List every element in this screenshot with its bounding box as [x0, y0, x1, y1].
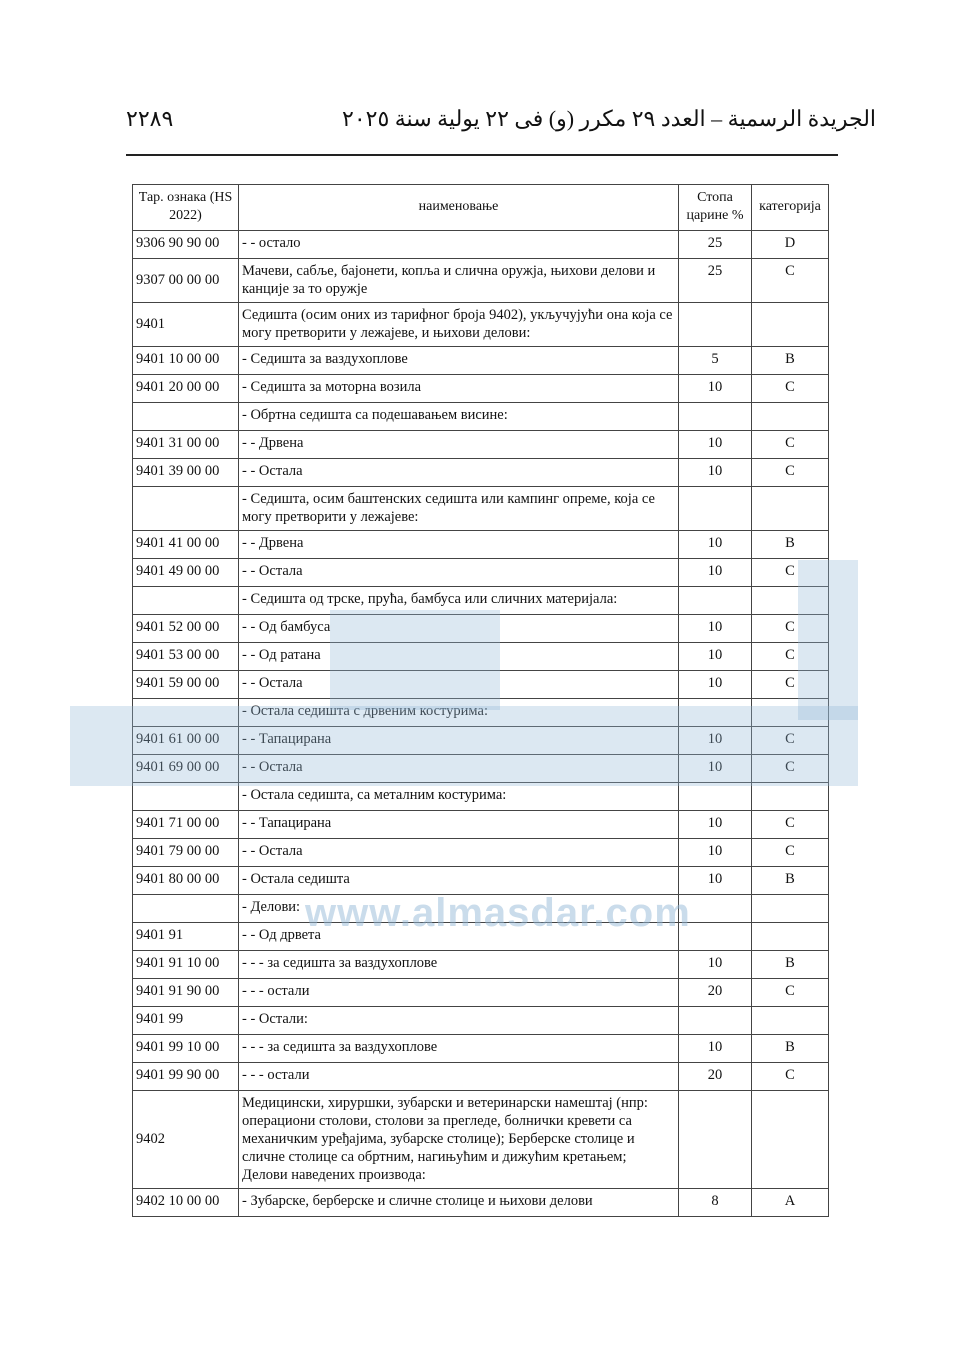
category-cell: C — [752, 643, 829, 671]
column-header-rate: Стопа царине % — [679, 185, 752, 231]
table-row — [133, 303, 829, 347]
description-cell: - - - остали — [239, 1063, 679, 1091]
description-cell: - - Тапацирана — [239, 727, 679, 755]
table-row — [133, 923, 829, 951]
rate-cell: 10 — [679, 643, 752, 671]
code-cell — [133, 587, 239, 615]
description-cell: - - Остала — [239, 839, 679, 867]
category-cell: B — [752, 1035, 829, 1063]
category-cell: C — [752, 979, 829, 1007]
table-row — [133, 587, 829, 615]
table-row — [133, 1189, 829, 1217]
description-cell: Мачеви, сабље, бајонети, копља и слична оружја, њихови делови и канције за то оружје — [239, 259, 679, 303]
description-cell: - Остала седишта, са металним костурима: — [239, 783, 679, 811]
code-cell: 9401 41 00 00 — [133, 531, 239, 559]
rate-cell: 25 — [679, 231, 752, 259]
category-cell: C — [752, 1063, 829, 1091]
description-cell: - - Остала — [239, 671, 679, 699]
table-header-row — [133, 185, 829, 231]
description-cell: - - Дрвена — [239, 531, 679, 559]
table-row — [133, 671, 829, 699]
code-cell: 9401 53 00 00 — [133, 643, 239, 671]
category-cell: C — [752, 811, 829, 839]
category-cell — [752, 1007, 829, 1035]
table-row — [133, 839, 829, 867]
table-row — [133, 699, 829, 727]
rate-cell: 5 — [679, 347, 752, 375]
category-cell: A — [752, 1189, 829, 1217]
rate-cell: 10 — [679, 867, 752, 895]
table-row — [133, 1063, 829, 1091]
code-cell: 9402 — [133, 1091, 239, 1189]
category-cell: D — [752, 231, 829, 259]
table-row — [133, 895, 829, 923]
table-body — [133, 231, 829, 1217]
table-row — [133, 755, 829, 783]
category-cell — [752, 895, 829, 923]
code-cell: 9401 52 00 00 — [133, 615, 239, 643]
category-cell: C — [752, 459, 829, 487]
code-cell — [133, 895, 239, 923]
category-cell — [752, 487, 829, 531]
code-cell: 9401 20 00 00 — [133, 375, 239, 403]
table-row — [133, 403, 829, 431]
description-cell: - - Остала — [239, 755, 679, 783]
description-cell: - Седишта, осим баштенских седишта или кампинг опреме, која се могу претворити у лежајеве: — [239, 487, 679, 531]
code-cell: 9401 99 10 00 — [133, 1035, 239, 1063]
description-cell: - - Остала — [239, 559, 679, 587]
description-cell: - - - за седишта за ваздухоплове — [239, 951, 679, 979]
rate-cell — [679, 1007, 752, 1035]
code-cell: 9401 99 — [133, 1007, 239, 1035]
code-cell: 9401 10 00 00 — [133, 347, 239, 375]
category-cell: C — [752, 615, 829, 643]
code-cell: 9401 31 00 00 — [133, 431, 239, 459]
rate-cell: 10 — [679, 727, 752, 755]
code-cell: 9401 91 90 00 — [133, 979, 239, 1007]
rate-cell: 10 — [679, 951, 752, 979]
table-row — [133, 259, 829, 303]
code-cell: 9401 99 90 00 — [133, 1063, 239, 1091]
description-cell: Медицински, хируршки, зубарски и ветеринарски намештај (нпр: операциони столови, столови за прегледе, болнички кревети са механичким уређајима, зубарске столице); Берберске столице и сличне столице са обртним, нагињућим и дижућим кретањем; Делови наведених производа: — [239, 1091, 679, 1189]
description-cell: - Делови: — [239, 895, 679, 923]
rate-cell: 10 — [679, 559, 752, 587]
rate-cell: 10 — [679, 811, 752, 839]
gazette-title: الجريدة الرسمية – العدد ٢٩ مكرر (و) فى ٢٢ يولية سنة ٢٠٢٥ — [342, 106, 877, 131]
category-cell: C — [752, 559, 829, 587]
table-row — [133, 615, 829, 643]
category-cell: C — [752, 431, 829, 459]
code-cell: 9401 59 00 00 — [133, 671, 239, 699]
category-cell — [752, 923, 829, 951]
code-cell — [133, 487, 239, 531]
column-header-code: Тар. ознака (HS 2022) — [133, 185, 239, 231]
code-cell: 9307 00 00 00 — [133, 259, 239, 303]
tariff-table — [132, 184, 829, 1217]
category-cell: B — [752, 347, 829, 375]
description-cell: - - Остали: — [239, 1007, 679, 1035]
rate-cell: 8 — [679, 1189, 752, 1217]
rate-cell — [679, 783, 752, 811]
page-number: ٢٢٨٩ — [126, 106, 174, 131]
table-row — [133, 979, 829, 1007]
table-row — [133, 559, 829, 587]
rate-cell: 10 — [679, 615, 752, 643]
rate-cell: 20 — [679, 1063, 752, 1091]
category-cell: C — [752, 755, 829, 783]
code-cell: 9401 91 10 00 — [133, 951, 239, 979]
code-cell: 9401 69 00 00 — [133, 755, 239, 783]
rate-cell — [679, 895, 752, 923]
description-cell: - - Од ратана — [239, 643, 679, 671]
description-cell: - Остала седишта — [239, 867, 679, 895]
table-row — [133, 951, 829, 979]
table-row — [133, 531, 829, 559]
table-row — [133, 867, 829, 895]
description-cell: - Седишта за ваздухоплове — [239, 347, 679, 375]
rate-cell: 10 — [679, 839, 752, 867]
description-cell: - - Тапацирана — [239, 811, 679, 839]
category-cell: B — [752, 867, 829, 895]
category-cell — [752, 587, 829, 615]
description-cell: Седишта (осим оних из тарифног броја 9402), укључујући она која се могу претворити у лежајеве, и њихови делови: — [239, 303, 679, 347]
category-cell: C — [752, 671, 829, 699]
code-cell — [133, 403, 239, 431]
category-cell — [752, 303, 829, 347]
category-cell: C — [752, 259, 829, 303]
description-cell: - - Од дрвета — [239, 923, 679, 951]
rate-cell — [679, 923, 752, 951]
table-row — [133, 727, 829, 755]
rate-cell: 10 — [679, 431, 752, 459]
rate-cell: 10 — [679, 1035, 752, 1063]
category-cell — [752, 1091, 829, 1189]
rate-cell: 10 — [679, 531, 752, 559]
code-cell: 9401 80 00 00 — [133, 867, 239, 895]
description-cell: - - остало — [239, 231, 679, 259]
rate-cell: 25 — [679, 259, 752, 303]
header-divider — [126, 154, 838, 156]
category-cell: B — [752, 951, 829, 979]
table-row — [133, 375, 829, 403]
description-cell: - Седишта за моторна возила — [239, 375, 679, 403]
table-row — [133, 431, 829, 459]
description-cell: - Остала седишта с дрвеним костурима: — [239, 699, 679, 727]
table-row — [133, 487, 829, 531]
code-cell: 9401 49 00 00 — [133, 559, 239, 587]
table-row — [133, 347, 829, 375]
table-row — [133, 459, 829, 487]
code-cell: 9306 90 90 00 — [133, 231, 239, 259]
description-cell: - - - остали — [239, 979, 679, 1007]
code-cell: 9402 10 00 00 — [133, 1189, 239, 1217]
rate-cell: 10 — [679, 671, 752, 699]
description-cell: - Седишта од трске, прућа, бамбуса или сличних материјала: — [239, 587, 679, 615]
description-cell: - - - за седишта за ваздухоплове — [239, 1035, 679, 1063]
description-cell: - Обртна седишта са подешавањем висине: — [239, 403, 679, 431]
rate-cell: 10 — [679, 459, 752, 487]
code-cell: 9401 — [133, 303, 239, 347]
code-cell: 9401 91 — [133, 923, 239, 951]
description-cell: - - Од бамбуса — [239, 615, 679, 643]
rate-cell: 10 — [679, 375, 752, 403]
category-cell: C — [752, 727, 829, 755]
rate-cell — [679, 487, 752, 531]
description-cell: - Зубарске, берберске и сличне столице и њихови делови — [239, 1189, 679, 1217]
column-header-name: наименовање — [239, 185, 679, 231]
code-cell: 9401 71 00 00 — [133, 811, 239, 839]
code-cell: 9401 61 00 00 — [133, 727, 239, 755]
category-cell — [752, 699, 829, 727]
code-cell — [133, 699, 239, 727]
table-row — [133, 643, 829, 671]
category-cell: C — [752, 375, 829, 403]
table-row — [133, 1007, 829, 1035]
description-cell: - - Остала — [239, 459, 679, 487]
table-row — [133, 811, 829, 839]
table-row — [133, 783, 829, 811]
tariff-table-container — [132, 184, 829, 1217]
rate-cell — [679, 587, 752, 615]
code-cell — [133, 783, 239, 811]
rate-cell — [679, 403, 752, 431]
watermark-url: www.almasdar.com — [305, 891, 691, 935]
table-row — [133, 1035, 829, 1063]
rate-cell — [679, 1091, 752, 1189]
category-cell — [752, 403, 829, 431]
code-cell: 9401 39 00 00 — [133, 459, 239, 487]
category-cell: B — [752, 531, 829, 559]
category-cell — [752, 783, 829, 811]
category-cell: C — [752, 839, 829, 867]
code-cell: 9401 79 00 00 — [133, 839, 239, 867]
column-header-category: категорија — [752, 185, 829, 231]
description-cell: - - Дрвена — [239, 431, 679, 459]
table-row — [133, 1091, 829, 1189]
rate-cell: 10 — [679, 755, 752, 783]
rate-cell — [679, 699, 752, 727]
table-row — [133, 231, 829, 259]
page-header — [126, 104, 877, 144]
rate-cell: 20 — [679, 979, 752, 1007]
rate-cell — [679, 303, 752, 347]
